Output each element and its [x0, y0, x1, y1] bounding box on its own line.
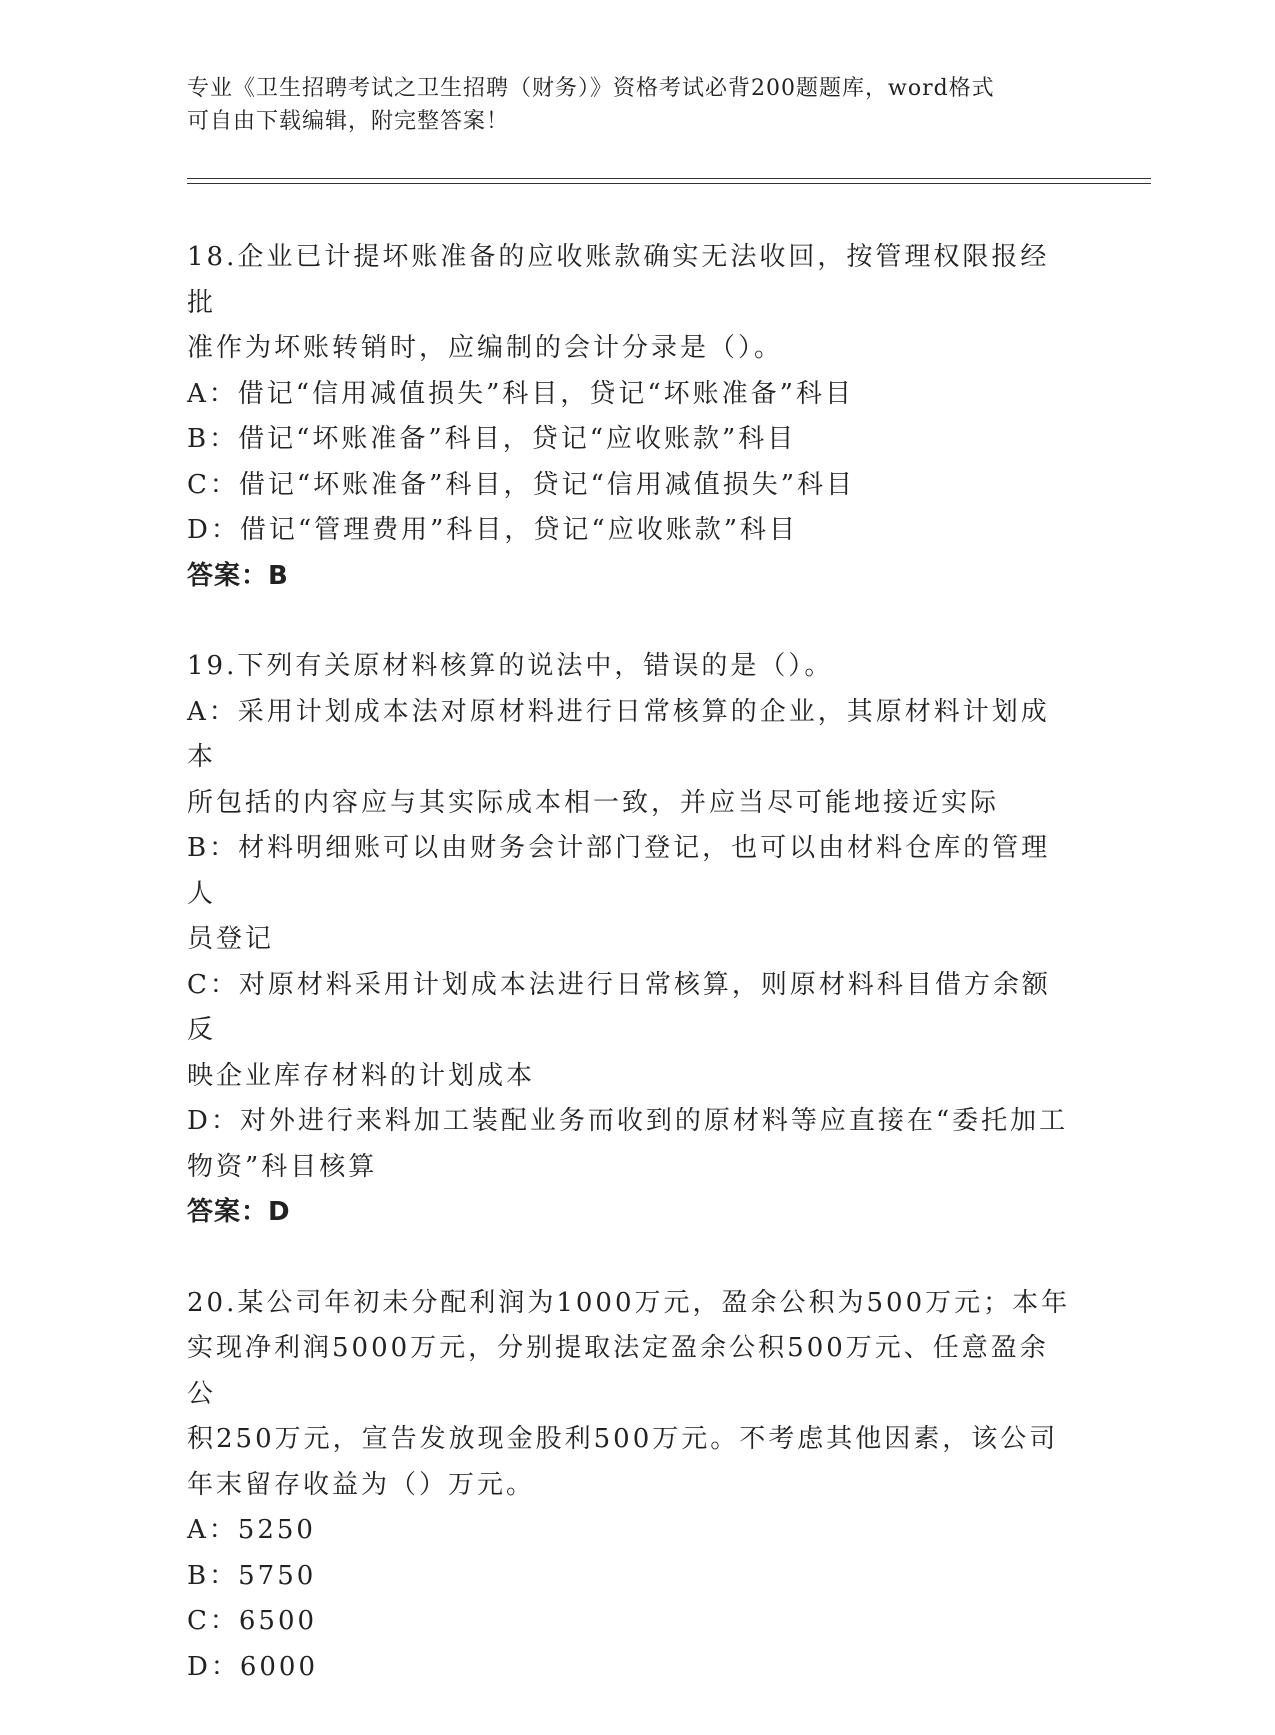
question-stem: 年末留存收益为（）万元。 — [187, 1469, 536, 1500]
question-item — [187, 1281, 1077, 1691]
answer-option-text: C：6500 — [187, 1606, 318, 1636]
answer-option — [187, 1508, 1077, 1554]
question-stem: 18.企业已计提坏账准备的应收账款确实无法收回，按管理权限报经批 — [187, 242, 1050, 318]
header-line: 专业《卫生招聘考试之卫生招聘（财务）》资格考试必背200题题库，word格式 — [187, 76, 995, 101]
answer-option-text: 所包括的内容应与其实际成本相一致，并应当尽可能地接近实际 — [187, 787, 1000, 818]
header-divider — [187, 183, 1151, 184]
header-line: 可自由下载编辑，附完整答案！ — [187, 109, 510, 134]
answer-key: 答案：D — [187, 1197, 291, 1227]
answer-option-text: 员登记 — [187, 924, 275, 954]
question-stem: 20.某公司年初未分配利润为1000万元，盈余公积为500万元；本年 — [187, 1287, 1071, 1318]
answer-option-text: D：6000 — [187, 1651, 319, 1682]
header-divider — [187, 178, 1151, 179]
answer-option-text: A：5250 — [187, 1515, 316, 1545]
question-stem: 积250万元，宣告发放现金股利500万元。不考虑其他因素，该公司 — [187, 1424, 1059, 1454]
question-stem: 实现净利润5000万元，分别提取法定盈余公积500万元、任意盈余公 — [187, 1333, 1049, 1409]
question-item — [187, 644, 1077, 1236]
answer-option-text: B：5750 — [187, 1560, 317, 1591]
answer-option-text: C：对原材料采用计划成本法进行日常核算，则原材料科目借方余额反 — [187, 969, 1051, 1045]
answer-option — [187, 963, 1077, 1100]
answer-option-text: B：材料明细账可以由财务会计部门登记，也可以由材料仓库的管理人 — [187, 833, 1051, 909]
answer-option-text: A：借记“信用减值损失”科目，贷记“坏账准备”科目 — [187, 378, 854, 409]
answer-option — [187, 508, 1077, 554]
question-stem: 准作为坏账转销时，应编制的会计分录是（）。 — [187, 333, 784, 363]
answer-option — [187, 1554, 1077, 1600]
question-item — [187, 235, 1077, 599]
answer-key: 答案：B — [187, 560, 289, 591]
answer-option — [187, 463, 1077, 509]
answer-option — [187, 690, 1077, 827]
answer-option — [187, 372, 1077, 418]
answer-option — [187, 417, 1077, 463]
document-header — [187, 72, 1067, 138]
answer-option — [187, 1645, 1077, 1691]
answer-option — [187, 1599, 1077, 1645]
answer-option — [187, 826, 1077, 963]
question-list — [187, 235, 1077, 1735]
answer-option-text: B：借记“坏账准备”科目，贷记“应收账款”科目 — [187, 424, 797, 454]
answer-option-text: D：对外进行来料加工装配业务而收到的原材料等应直接在“委托加工 — [187, 1106, 1069, 1136]
answer-option-text: D：借记“管理费用”科目，贷记“应收账款”科目 — [187, 515, 799, 545]
answer-option-text: 映企业库存材料的计划成本 — [187, 1060, 536, 1091]
answer-option-text: C：借记“坏账准备”科目，贷记“信用减值损失”科目 — [187, 469, 856, 500]
answer-option — [187, 1099, 1077, 1190]
question-stem: 19.下列有关原材料核算的说法中，错误的是（）。 — [187, 651, 834, 681]
answer-option-text: 物资”科目核算 — [187, 1151, 378, 1182]
answer-option-text: A：采用计划成本法对原材料进行日常核算的企业，其原材料计划成本 — [187, 696, 1050, 772]
